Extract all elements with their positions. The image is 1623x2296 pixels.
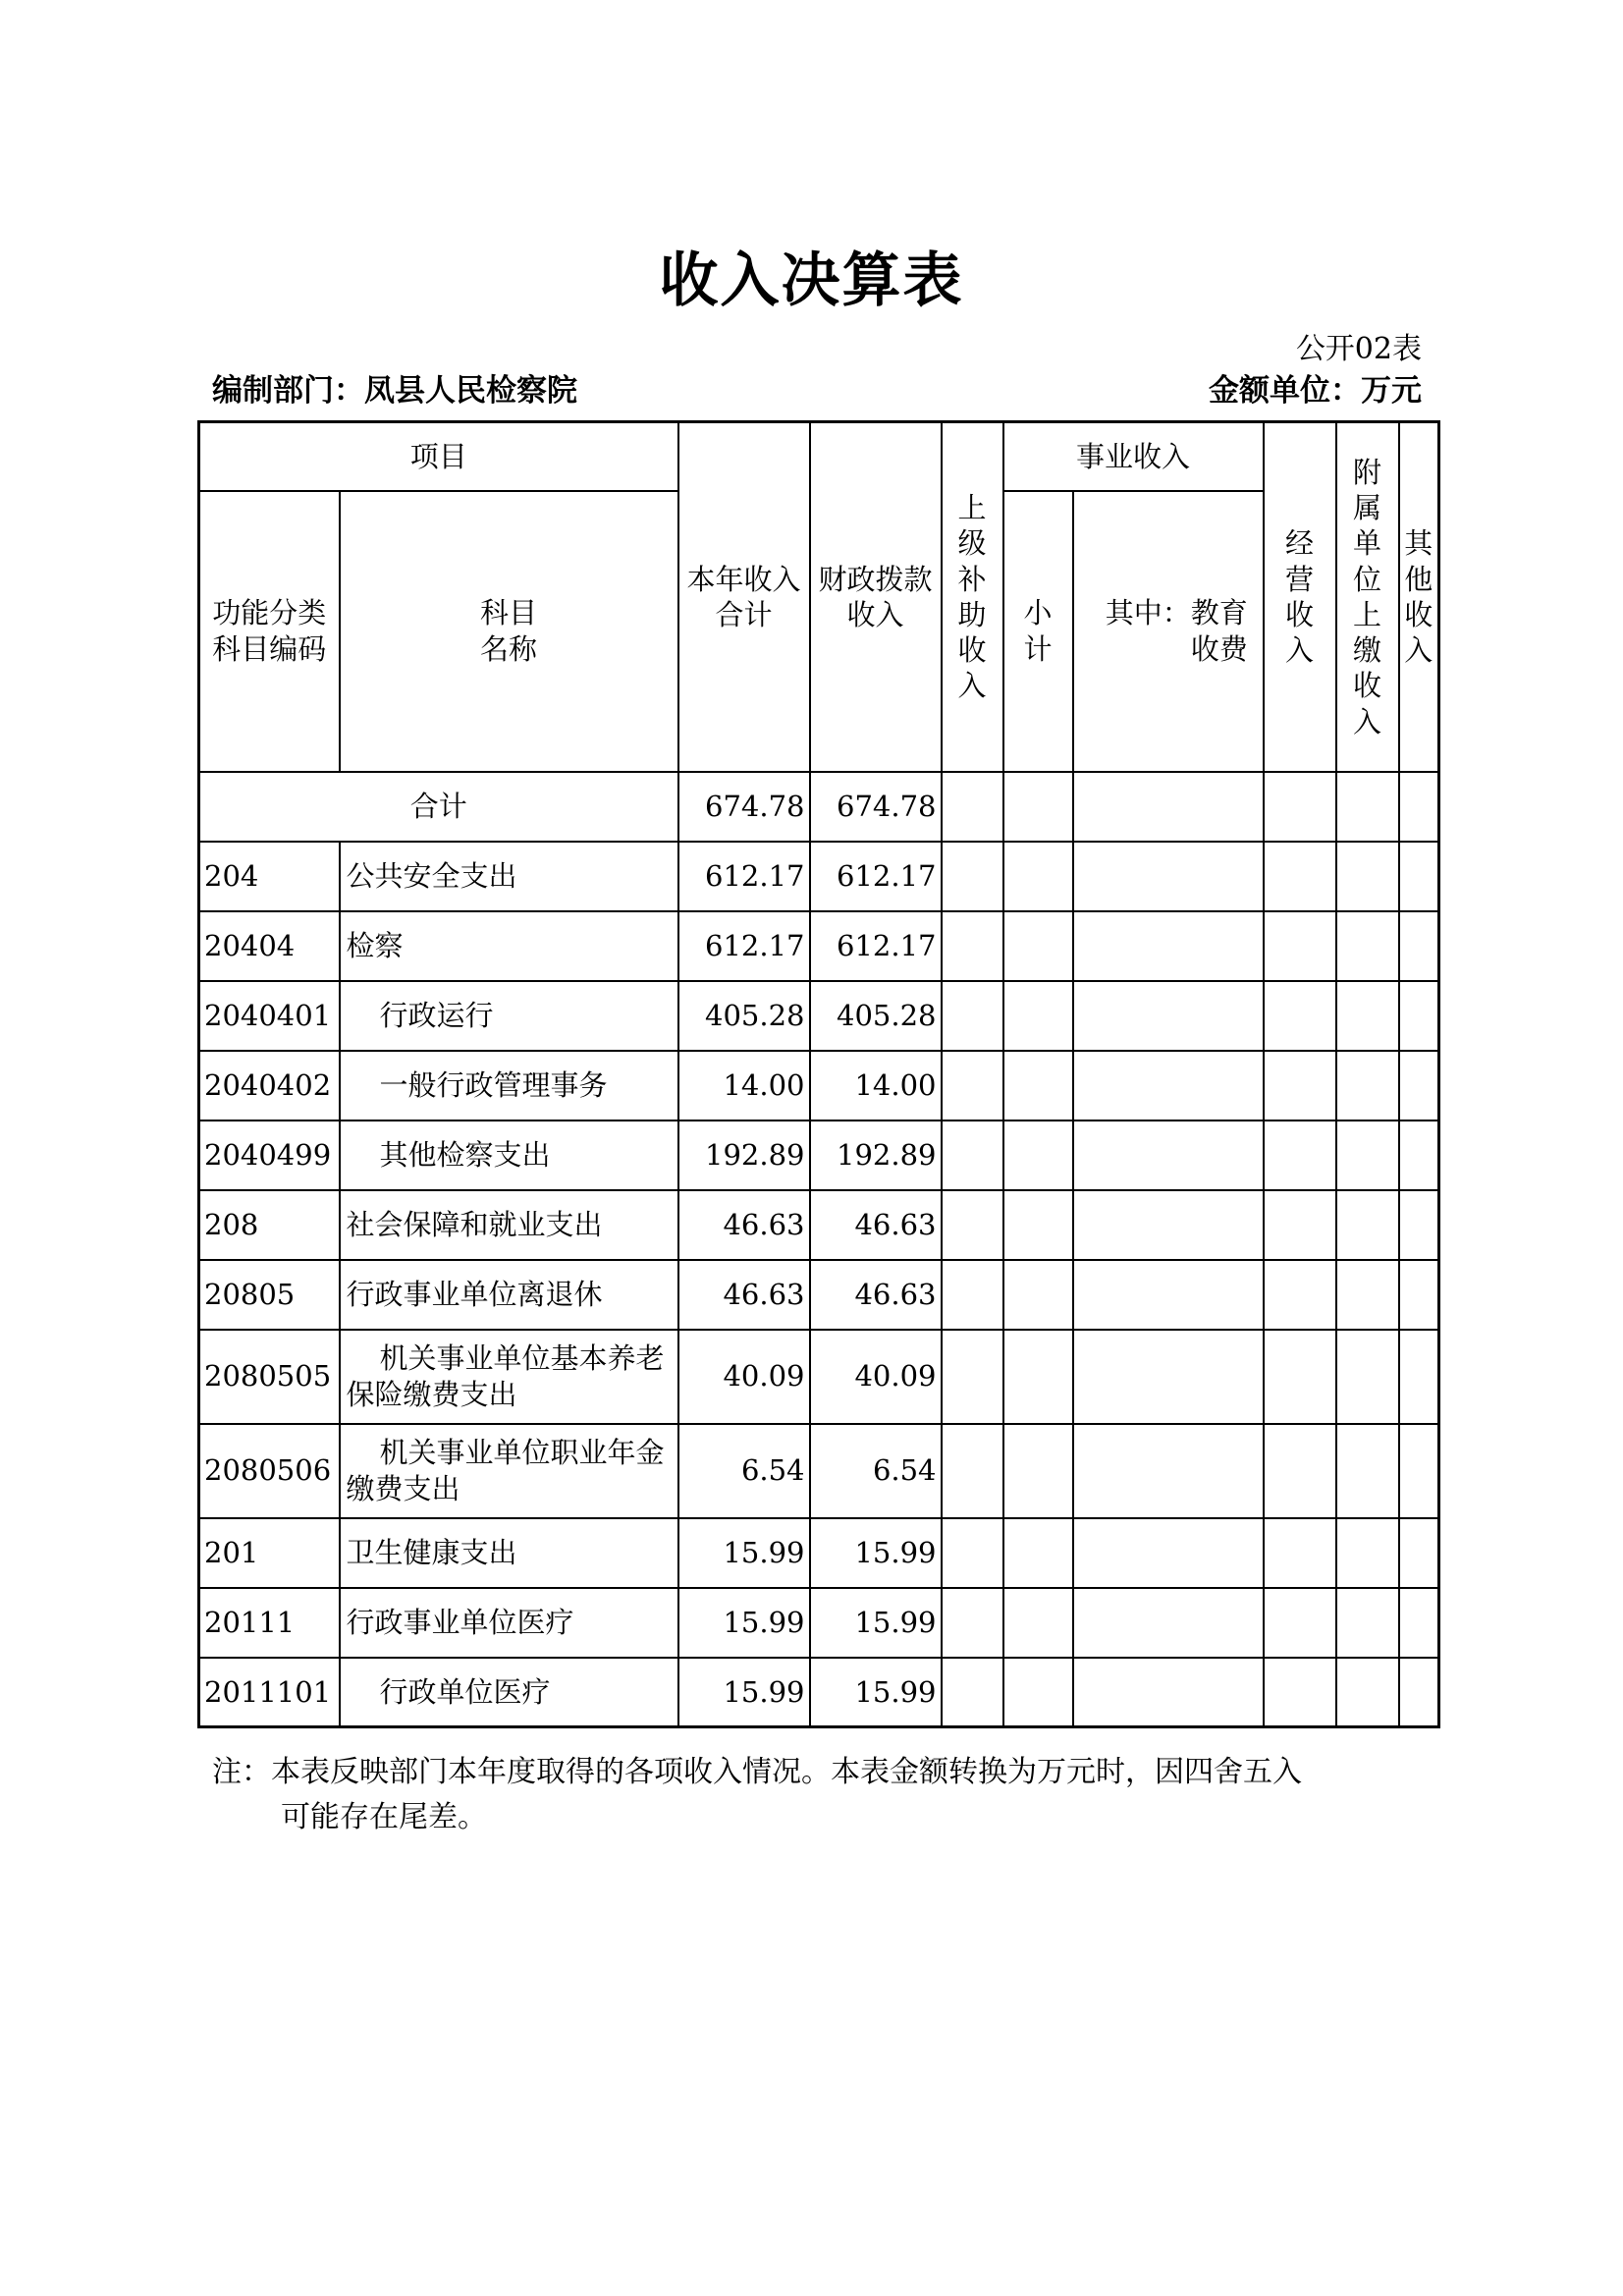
header-affiliated-income: 附属单位上缴收入 [1336, 422, 1399, 772]
empty-cell [942, 1051, 1003, 1121]
total-income-cell: 15.99 [678, 1658, 810, 1727]
total-income-cell: 612.17 [678, 842, 810, 911]
empty-cell [1264, 1518, 1336, 1588]
total-label: 合计 [199, 772, 678, 842]
fiscal-income-cell: 612.17 [810, 842, 942, 911]
empty-cell [1003, 1260, 1073, 1330]
table-row [199, 1260, 1439, 1330]
empty-cell [1264, 1330, 1336, 1424]
empty-cell [1399, 842, 1439, 911]
empty-cell [1003, 911, 1073, 981]
empty-cell [1264, 1658, 1336, 1727]
amount-unit-name: 万元 [1361, 373, 1422, 409]
empty-cell [1336, 1424, 1399, 1518]
code-cell: 2040402 [199, 1051, 340, 1121]
subject-name-text: 机关事业单位职业年金缴费支出 [346, 1436, 665, 1505]
header-subject-name: 科目名称 [340, 491, 678, 772]
footnote [212, 1750, 1439, 1840]
empty-cell [1336, 1190, 1399, 1260]
empty-cell [1003, 1424, 1073, 1518]
fiscal-income-cell: 14.00 [810, 1051, 942, 1121]
header-operating-income: 经营收入 [1264, 422, 1336, 772]
empty-cell [1264, 911, 1336, 981]
total-income-cell: 14.00 [678, 1051, 810, 1121]
empty-cell [1073, 1051, 1264, 1121]
code-cell: 2080506 [199, 1424, 340, 1518]
code-cell: 20805 [199, 1260, 340, 1330]
total-income-cell: 40.09 [678, 1330, 810, 1424]
empty-cell [1264, 1051, 1336, 1121]
empty-cell [942, 1260, 1003, 1330]
empty-cell [942, 1588, 1003, 1658]
empty-cell [1336, 1588, 1399, 1658]
table-row [199, 911, 1439, 981]
table-row [199, 1588, 1439, 1658]
department-label: 编制部门： [212, 373, 364, 409]
subject-name-cell: 行政事业单位医疗 [340, 1588, 678, 1658]
empty-cell [1264, 1260, 1336, 1330]
code-cell: 2040401 [199, 981, 340, 1051]
empty-cell [1073, 911, 1264, 981]
header-edu-fee: 其中：教育收费 [1073, 491, 1264, 772]
empty-cell [1003, 1518, 1073, 1588]
form-number: 公开02表 [1295, 332, 1422, 366]
table-row [199, 1051, 1439, 1121]
empty-cell [1399, 1260, 1439, 1330]
empty-cell [1264, 1424, 1336, 1518]
empty-cell [1003, 1051, 1073, 1121]
empty-cell [1399, 1121, 1439, 1190]
empty-cell [1073, 1518, 1264, 1588]
empty-cell [1399, 1588, 1439, 1658]
header-fiscal-income: 财政拨款收入 [810, 422, 942, 772]
table-row [199, 1424, 1439, 1518]
table-row [199, 1330, 1439, 1424]
amount-unit-line [1209, 365, 1422, 410]
empty-cell [1003, 1121, 1073, 1190]
empty-cell [1003, 772, 1073, 842]
empty-cell [1399, 772, 1439, 842]
fiscal-income-cell: 15.99 [810, 1588, 942, 1658]
empty-cell [1264, 981, 1336, 1051]
subject-name-cell: 行政事业单位离退休 [340, 1260, 678, 1330]
table-row [199, 1190, 1439, 1260]
table-row [199, 1518, 1439, 1588]
empty-cell [1336, 842, 1399, 911]
empty-cell [1399, 1518, 1439, 1588]
subject-name-cell: 社会保障和就业支出 [340, 1190, 678, 1260]
subject-name-cell: 一般行政管理事务 [340, 1051, 678, 1121]
fiscal-income-cell: 40.09 [810, 1330, 942, 1424]
code-cell: 2080505 [199, 1330, 340, 1424]
empty-cell [1073, 1260, 1264, 1330]
table-row [199, 981, 1439, 1051]
empty-cell [942, 1424, 1003, 1518]
empty-cell [1336, 981, 1399, 1051]
empty-cell [1264, 842, 1336, 911]
code-cell: 2011101 [199, 1658, 340, 1727]
empty-cell [1399, 1051, 1439, 1121]
table-row [199, 1658, 1439, 1727]
subject-name-cell: 检察 [340, 911, 678, 981]
total-row [199, 772, 1439, 842]
footnote-line-2: 可能存在尾差。 [281, 1800, 487, 1834]
empty-cell [942, 1190, 1003, 1260]
empty-cell [1399, 981, 1439, 1051]
subject-name-cell: 公共安全支出 [340, 842, 678, 911]
empty-cell [1003, 842, 1073, 911]
empty-cell [1073, 1424, 1264, 1518]
empty-cell [1336, 1121, 1399, 1190]
department-line [212, 365, 577, 410]
total-income-cell: 15.99 [678, 1588, 810, 1658]
code-cell: 2040499 [199, 1121, 340, 1190]
total-income-cell: 192.89 [678, 1121, 810, 1190]
subject-name-cell: 行政运行 [340, 981, 678, 1051]
empty-cell [1399, 911, 1439, 981]
empty-cell [1399, 1190, 1439, 1260]
code-cell: 20404 [199, 911, 340, 981]
total-fiscal-value: 674.78 [810, 772, 942, 842]
empty-cell [1073, 772, 1264, 842]
empty-cell [1003, 981, 1073, 1051]
header-func-code: 功能分类科目编码 [199, 491, 340, 772]
fiscal-income-cell: 405.28 [810, 981, 942, 1051]
fiscal-income-cell: 612.17 [810, 911, 942, 981]
header-subtotal: 小计 [1003, 491, 1073, 772]
empty-cell [1073, 981, 1264, 1051]
code-cell: 20111 [199, 1588, 340, 1658]
empty-cell [1399, 1658, 1439, 1727]
income-table [197, 420, 1440, 1728]
empty-cell [1073, 1190, 1264, 1260]
fiscal-income-cell: 6.54 [810, 1424, 942, 1518]
empty-cell [1336, 1051, 1399, 1121]
empty-cell [942, 842, 1003, 911]
department-name: 凤县人民检察院 [364, 373, 577, 409]
total-income-cell: 46.63 [678, 1190, 810, 1260]
total-income-cell: 612.17 [678, 911, 810, 981]
empty-cell [1264, 1588, 1336, 1658]
fiscal-income-cell: 15.99 [810, 1518, 942, 1588]
code-cell: 208 [199, 1190, 340, 1260]
amount-unit-label: 金额单位： [1209, 373, 1361, 409]
code-cell: 201 [199, 1518, 340, 1588]
empty-cell [942, 1121, 1003, 1190]
empty-cell [1003, 1190, 1073, 1260]
code-cell: 204 [199, 842, 340, 911]
empty-cell [1003, 1330, 1073, 1424]
header-other-income: 其他收入 [1399, 422, 1439, 772]
subject-name-cell: 行政单位医疗 [340, 1658, 678, 1727]
header-superior-subsidy: 上级补助收入 [942, 422, 1003, 772]
subject-name-cell: 其他检察支出 [340, 1121, 678, 1190]
empty-cell [1336, 1658, 1399, 1727]
empty-cell [1073, 1588, 1264, 1658]
subject-name-text: 机关事业单位基本养老保险缴费支出 [346, 1341, 665, 1411]
subject-name-cell [340, 1424, 678, 1518]
empty-cell [942, 1518, 1003, 1588]
empty-cell [942, 772, 1003, 842]
fiscal-income-cell: 15.99 [810, 1658, 942, 1727]
empty-cell [1336, 772, 1399, 842]
empty-cell [942, 911, 1003, 981]
empty-cell [1336, 911, 1399, 981]
subject-name-cell: 卫生健康支出 [340, 1518, 678, 1588]
empty-cell [1073, 1121, 1264, 1190]
total-income-cell: 6.54 [678, 1424, 810, 1518]
empty-cell [1073, 1330, 1264, 1424]
empty-cell [942, 1330, 1003, 1424]
page-title: 收入决算表 [659, 246, 964, 315]
fiscal-income-cell: 192.89 [810, 1121, 942, 1190]
empty-cell [942, 981, 1003, 1051]
footnote-line-1: 注：本表反映部门本年度取得的各项收入情况。本表金额转换为万元时，因四舍五入 [212, 1755, 1302, 1789]
empty-cell [1399, 1424, 1439, 1518]
fiscal-income-cell: 46.63 [810, 1190, 942, 1260]
header-project: 项目 [199, 422, 678, 491]
empty-cell [1336, 1260, 1399, 1330]
subject-name-cell [340, 1330, 678, 1424]
table-row [199, 842, 1439, 911]
header-business-income: 事业收入 [1003, 422, 1264, 491]
empty-cell [1073, 842, 1264, 911]
total-income-cell: 405.28 [678, 981, 810, 1051]
empty-cell [1336, 1518, 1399, 1588]
header-total-income: 本年收入合计 [678, 422, 810, 772]
empty-cell [1399, 1330, 1439, 1424]
empty-cell [1003, 1658, 1073, 1727]
empty-cell [1264, 1121, 1336, 1190]
total-income-cell: 46.63 [678, 1260, 810, 1330]
header-row-1 [199, 422, 1439, 491]
empty-cell [1336, 1330, 1399, 1424]
empty-cell [1003, 1588, 1073, 1658]
empty-cell [1264, 1190, 1336, 1260]
total-income-cell: 15.99 [678, 1518, 810, 1588]
empty-cell [1264, 772, 1336, 842]
table-row [199, 1121, 1439, 1190]
total-income-value: 674.78 [678, 772, 810, 842]
empty-cell [942, 1658, 1003, 1727]
fiscal-income-cell: 46.63 [810, 1260, 942, 1330]
empty-cell [1073, 1658, 1264, 1727]
